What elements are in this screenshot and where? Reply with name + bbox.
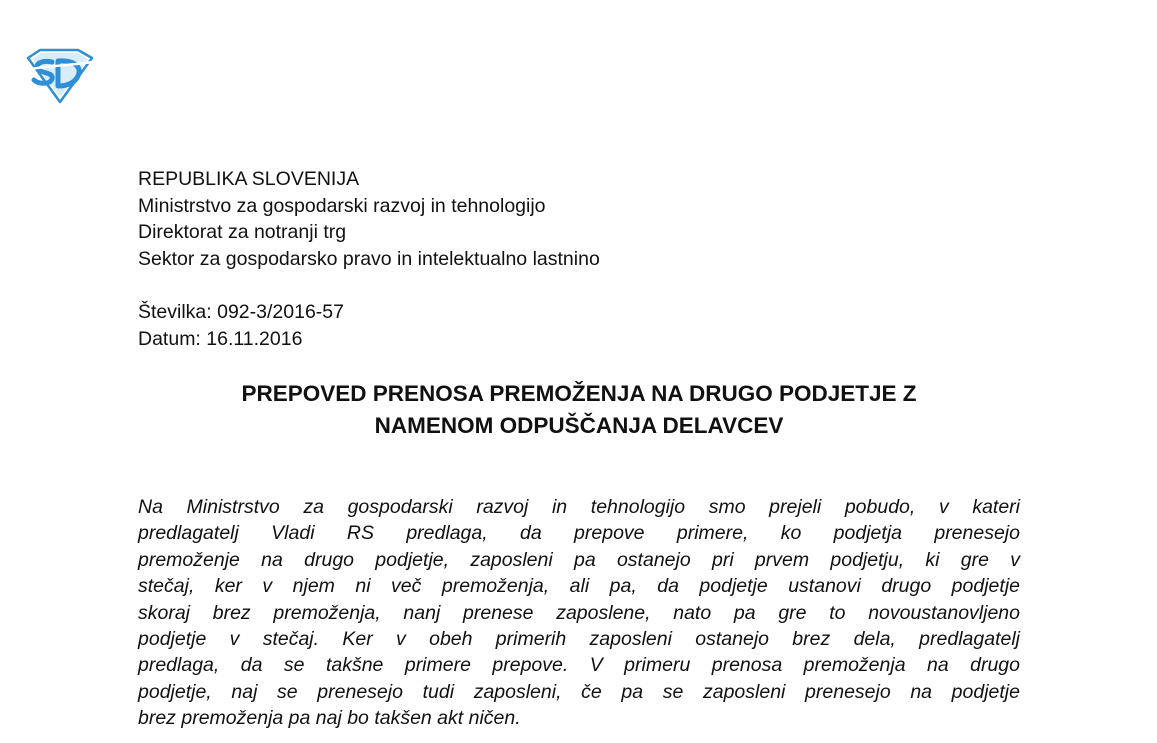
title-line: NAMENOM ODPUŠČANJA DELAVCEV [374, 413, 784, 438]
body-paragraph [138, 494, 1020, 732]
country-name: REPUBLIKA SLOVENIJA [138, 168, 360, 190]
paragraph-line: skoraj brez premoženja, nanj prenese zaposlene, nato pa gre to novoustanovljeno [138, 601, 1020, 624]
paragraph-line: predlaga, da se takšne primere prepove. V primeru prenosa premoženja na drugo [138, 654, 1020, 677]
paragraph-line: premoženje na drugo podjetje, zaposleni pa ostanejo pri prvem podjetju, ki gre v [138, 548, 1020, 571]
document-title [138, 378, 1020, 442]
paragraph-line: podjetje v stečaj. Ker v obeh primerih zaposleni ostanejo brez dela, predlagatelj [138, 627, 1020, 650]
paragraph-line: podjetje, naj se prenesejo tudi zaposleni, če pa se zaposleni prenesejo na podjetje [138, 680, 1020, 703]
reference-block [138, 299, 344, 352]
paragraph-line: predlagatelj Vladi RS predlaga, da prepove primere, ko podjetja prenesejo [138, 522, 1020, 545]
paragraph-line: brez premoženja pa naj bo takšen akt ničen. [138, 707, 521, 730]
sd-logo-icon [22, 48, 96, 104]
directorate-name: Direktorat za notranji trg [138, 221, 347, 243]
document-number: Številka: 092-3/2016-57 [138, 301, 344, 323]
sector-name: Sektor za gospodarsko pravo in intelektualno lastnino [138, 247, 600, 270]
sender-header [138, 166, 600, 272]
paragraph-line: Na Ministrstvo za gospodarski razvoj in tehnologijo smo prejeli pobudo, v kateri [138, 496, 1020, 518]
document-date: Datum: 16.11.2016 [138, 327, 303, 350]
title-line: PREPOVED PRENOSA PREMOŽENJA NA DRUGO PODJETJE Z [241, 381, 917, 406]
ministry-name: Ministrstvo za gospodarski razvoj in tehnologijo [138, 194, 546, 217]
paragraph-line: stečaj, ker v njem ni več premoženja, ali pa, da podjetje ustanovi drugo podjetje [138, 575, 1020, 598]
